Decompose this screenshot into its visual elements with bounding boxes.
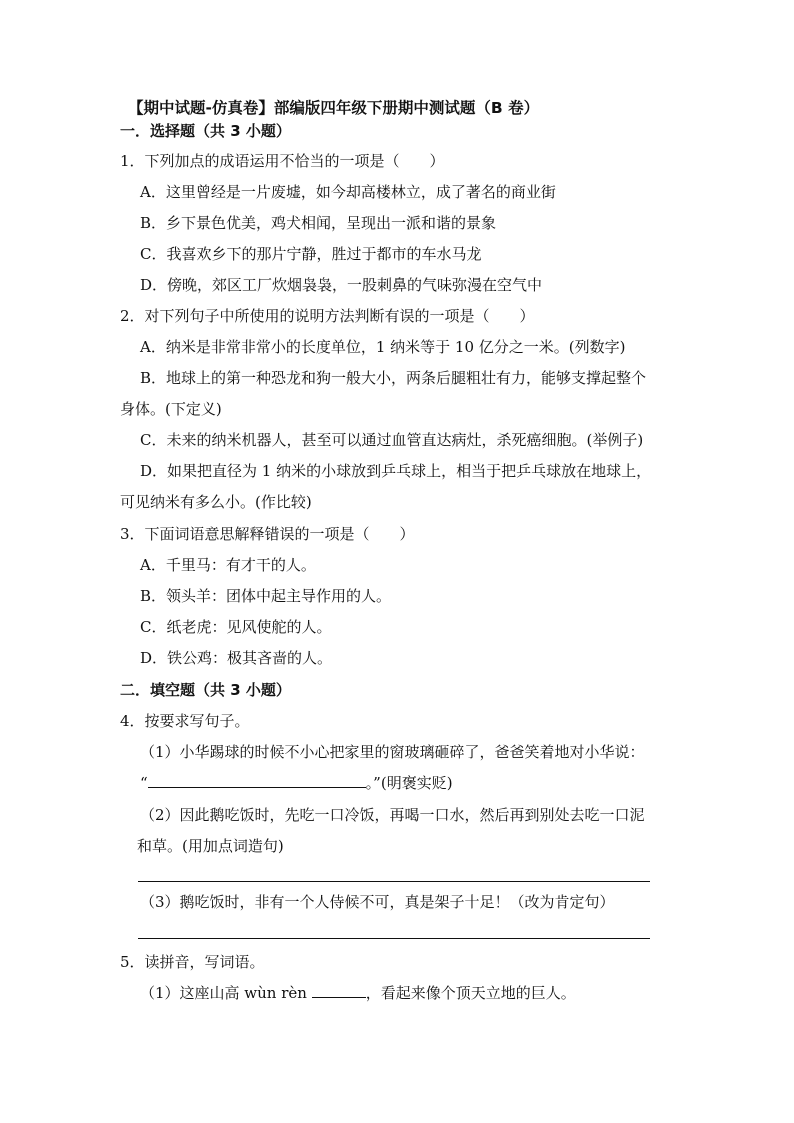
answer-blank-4-1[interactable] xyxy=(148,773,366,788)
question-2-option-d-line2: 可见纳米有多么小。(作比较) xyxy=(120,493,312,511)
section-heading-choice: 一．选择题（共 3 小题） xyxy=(120,122,291,140)
question-3-stem: 3．下面词语意思解释错误的一项是（ ） xyxy=(120,525,415,543)
question-4-part2-line1: （2）因此鹅吃饭时，先吃一口冷饭，再喝一口水，然后再到别处去吃一口泥 xyxy=(140,806,645,824)
section-heading-fill: 二．填空题（共 3 小题） xyxy=(120,681,291,699)
question-3-option-b: B．领头羊：团体中起主导作用的人。 xyxy=(140,587,392,605)
question-5-stem: 5．读拼音，写词语。 xyxy=(120,953,265,971)
question-5-part1 xyxy=(140,983,576,1003)
question-5-part1-before: （1）这座山高 wùn rèn xyxy=(140,984,312,1002)
question-1-option-b: B．乡下景色优美，鸡犬相闻，呈现出一派和谐的景象 xyxy=(140,214,497,232)
close-quote-hint: 。”(明褒实贬) xyxy=(365,774,453,792)
question-3-option-c: C．纸老虎：见风使舵的人。 xyxy=(140,618,332,636)
question-2-option-c: C．未来的纳米机器人，甚至可以通过血管直达病灶，杀死癌细胞。(举例子) xyxy=(140,431,644,449)
question-2-option-b-line2: 身体。(下定义) xyxy=(120,400,222,418)
question-4-part3: （3）鹅吃饭时，非有一个人侍候不可，真是架子十足！（改为肯定句） xyxy=(140,893,615,911)
answer-blank-5-1[interactable] xyxy=(312,983,366,998)
question-4-stem: 4．按要求写句子。 xyxy=(120,712,250,730)
question-3-option-d: D．铁公鸡：极其吝啬的人。 xyxy=(140,649,333,667)
question-2-option-d-line1: D．如果把直径为 1 纳米的小球放到乒乓球上，相当于把乒乓球放在地球上， xyxy=(140,462,652,480)
question-4-part1-line1: （1）小华踢球的时候不小心把家里的窗玻璃砸碎了，爸爸笑着地对小华说： xyxy=(140,743,645,761)
question-1-option-c: C．我喜欢乡下的那片宁静，胜过于都市的车水马龙 xyxy=(140,245,482,263)
question-4-part1-line2 xyxy=(140,773,453,793)
page-title: 【期中试题-仿真卷】部编版四年级下册期中测试题（B 卷） xyxy=(128,99,540,117)
question-1-stem: 1．下列加点的成语运用不恰当的一项是（ ） xyxy=(120,152,445,170)
question-4-part2-line2: 和草。(用加点词造句) xyxy=(137,837,284,855)
answer-line-4-2[interactable] xyxy=(138,881,650,882)
question-2-option-a: A．纳米是非常非常小的长度单位，1 纳米等于 10 亿分之一米。(列数字) xyxy=(140,338,626,356)
question-1-option-a: A．这里曾经是一片废墟，如今却高楼林立，成了著名的商业街 xyxy=(140,183,556,201)
question-5-part1-after: ，看起来像个顶天立地的巨人。 xyxy=(365,984,576,1002)
answer-line-4-3[interactable] xyxy=(138,938,650,939)
question-1-option-d: D．傍晚，郊区工厂炊烟袅袅，一股刺鼻的气味弥漫在空气中 xyxy=(140,276,543,294)
question-2-option-b-line1: B．地球上的第一种恐龙和狗一般大小，两条后腿粗壮有力，能够支撑起整个 xyxy=(140,369,647,387)
question-2-stem: 2．对下列句子中所使用的说明方法判断有误的一项是（ ） xyxy=(120,307,535,325)
question-3-option-a: A．千里马：有才干的人。 xyxy=(140,556,316,574)
open-quote: “ xyxy=(140,774,148,792)
